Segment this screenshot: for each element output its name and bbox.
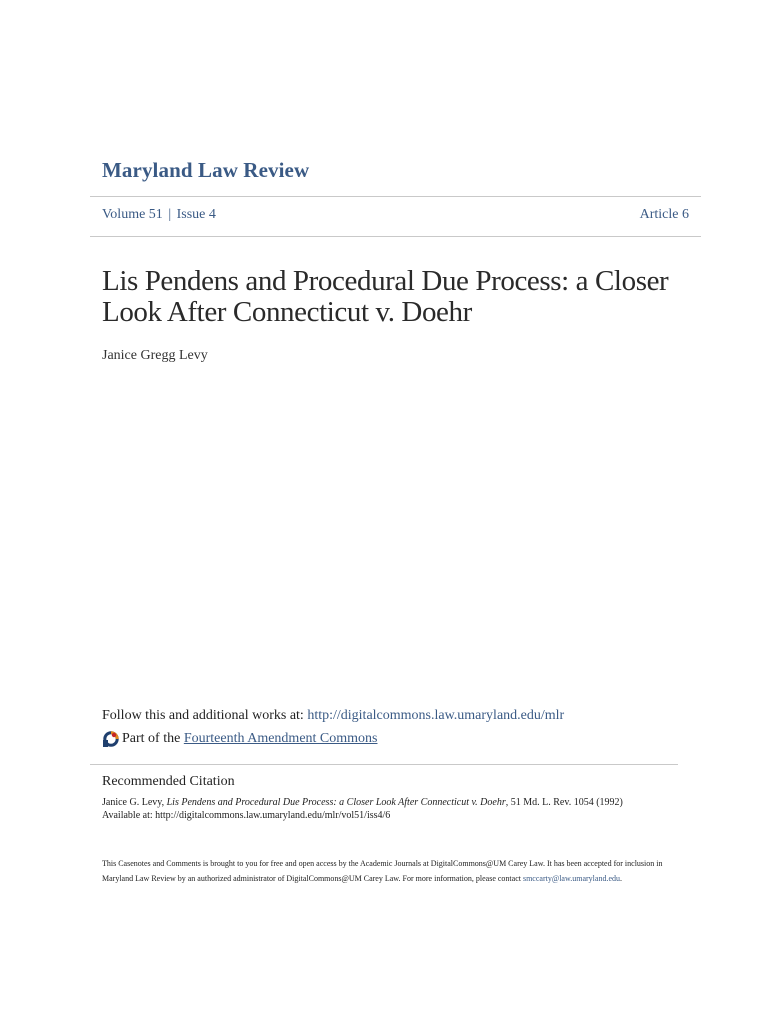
disclaimer-text: This Casenotes and Comments is brought to you for free and open access by the Academic Journals at DigitalCommons@UM Carey Law. It has been accepted for inclusion in Maryland Law Review by an authorized administrator of DigitalCommons@UM Carey Law. For more information, please contact	[102, 859, 663, 883]
citation-author: Janice G. Levy,	[102, 797, 165, 808]
available-url[interactable]: http://digitalcommons.law.umaryland.edu/mlr/vol51/iss4/6	[155, 810, 391, 821]
volume-link[interactable]: Volume 51	[102, 207, 163, 222]
available-label: Available at:	[102, 810, 153, 821]
volume-issue	[102, 207, 216, 223]
separator: |	[168, 207, 172, 222]
divider	[90, 236, 701, 237]
disclaimer	[102, 856, 672, 886]
repository-link[interactable]: http://digitalcommons.law.umaryland.edu/mlr	[307, 708, 565, 723]
bepress-network-icon	[102, 730, 120, 748]
divider	[90, 764, 678, 765]
article-title: Lis Pendens and Procedural Due Process: a Closer Look After Connecticut v. Doehr	[102, 265, 669, 328]
citation-line	[102, 796, 722, 809]
journal-title[interactable]: Maryland Law Review	[102, 158, 310, 182]
article-number[interactable]: Article 6	[639, 207, 689, 222]
issue-link[interactable]: Issue 4	[176, 207, 216, 222]
citation-availability	[102, 809, 722, 822]
contact-email-link[interactable]: smccarty@law.umaryland.edu	[522, 874, 621, 883]
recommended-citation-heading: Recommended Citation	[102, 774, 235, 789]
citation-text	[102, 796, 722, 822]
author-name: Janice Gregg Levy	[102, 348, 208, 363]
citation-source: , 51 Md. L. Rev. 1054 (1992)	[505, 797, 623, 808]
commons-link[interactable]: Fourteenth Amendment Commons	[183, 731, 378, 746]
part-of-label: Part of the	[122, 731, 181, 746]
follow-line	[102, 708, 564, 724]
disclaimer-end: .	[620, 874, 623, 883]
citation-title: Lis Pendens and Procedural Due Process: a Closer Look After Connecticut v. Doehr	[166, 797, 506, 808]
part-of-line	[102, 730, 377, 748]
divider	[90, 196, 701, 197]
follow-label: Follow this and additional works at:	[102, 708, 304, 723]
